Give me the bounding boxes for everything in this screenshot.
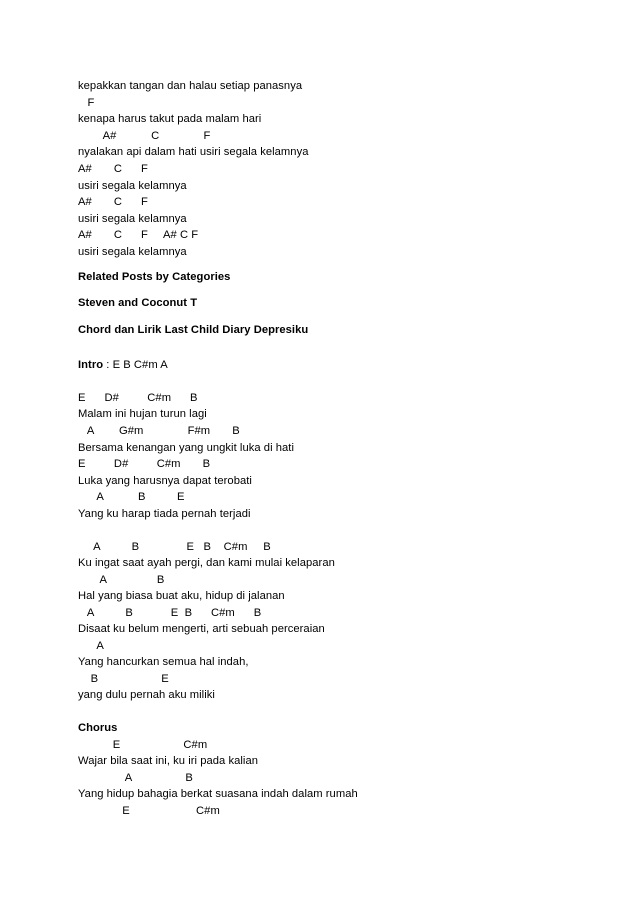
line-text: A# C F	[78, 196, 148, 208]
text-line	[78, 112, 261, 126]
line-text: A B	[78, 772, 193, 784]
text-line	[78, 228, 198, 242]
line-text: A B E B C#m B	[78, 607, 262, 619]
line-text: Chorus	[78, 722, 118, 734]
heading-line	[78, 323, 308, 337]
text-line	[78, 391, 198, 405]
line-text: Intro	[78, 359, 104, 371]
line-text: Bersama kenangan yang ungkit luka di hati	[78, 442, 294, 454]
line-text: Disaat ku belum mengerti, arti sebuah perceraian	[78, 623, 325, 635]
line-text: nyalakan api dalam hati usiri segala kelamnya	[78, 146, 309, 158]
text-line	[78, 457, 210, 471]
text-line	[78, 441, 294, 455]
line-text: B E	[78, 673, 169, 685]
heading-line	[78, 358, 168, 372]
line-text: kepakkan tangan dan halau setiap panasnya	[78, 80, 303, 92]
text-line	[78, 804, 220, 818]
text-line	[78, 195, 148, 209]
line-text: A	[78, 640, 104, 652]
line-text: E D# C#m B	[78, 458, 211, 470]
text-line	[78, 688, 215, 702]
text-line	[78, 129, 210, 143]
line-text: Yang hancurkan semua hal indah,	[78, 656, 249, 668]
text-line	[78, 490, 185, 504]
heading-line	[78, 270, 230, 284]
text-line	[78, 738, 207, 752]
text-line	[78, 424, 240, 438]
line-text: Chord dan Lirik Last Child Diary Depresiku	[78, 324, 309, 336]
line-text: usiri segala kelamnya	[78, 213, 187, 225]
text-line	[78, 245, 187, 259]
line-text: usiri segala kelamnya	[78, 180, 187, 192]
text-line	[78, 556, 335, 570]
line-text: A# C F	[78, 130, 211, 142]
text-line	[78, 540, 271, 554]
line-text: A B E	[78, 491, 185, 503]
heading-line	[78, 296, 197, 310]
text-line	[78, 474, 252, 488]
line-text: A# C F	[78, 163, 148, 175]
text-line	[78, 162, 148, 176]
text-line	[78, 672, 169, 686]
text-line	[78, 754, 258, 768]
line-text: Ku ingat saat ayah pergi, dan kami mulai kelaparan	[78, 557, 335, 569]
text-line	[78, 507, 251, 521]
line-text: Yang ku harap tiada pernah terjadi	[78, 508, 251, 520]
line-text: E C#m	[78, 739, 208, 751]
line-text: F	[78, 97, 95, 109]
text-line	[78, 407, 207, 421]
line-text: usiri segala kelamnya	[78, 246, 187, 258]
line-text: Hal yang biasa buat aku, hidup di jalanan	[78, 590, 285, 602]
text-line	[78, 573, 164, 587]
text-line	[78, 655, 249, 669]
text-line	[78, 639, 104, 653]
line-text: Luka yang harusnya dapat terobati	[78, 475, 252, 487]
line-text: A B	[78, 574, 165, 586]
text-line	[78, 212, 187, 226]
line-text: E D# C#m B	[78, 392, 198, 404]
text-line	[78, 589, 285, 603]
line-suffix: : E B C#m A	[103, 359, 168, 371]
text-line	[78, 606, 261, 620]
line-text: E C#m	[78, 805, 220, 817]
heading-line	[78, 721, 117, 735]
line-text: Wajar bila saat ini, ku iri pada kalian	[78, 755, 258, 767]
text-line	[78, 622, 325, 636]
line-text: A# C F A# C F	[78, 229, 199, 241]
line-text: A B E B C#m B	[78, 541, 271, 553]
line-text: Related Posts by Categories	[78, 271, 231, 283]
text-line	[78, 771, 193, 785]
text-line	[78, 787, 358, 801]
line-text: yang dulu pernah aku miliki	[78, 689, 215, 701]
text-line	[78, 96, 94, 110]
line-text: Malam ini hujan turun lagi	[78, 408, 207, 420]
text-line	[78, 79, 302, 93]
line-text: kenapa harus takut pada malam hari	[78, 113, 262, 125]
line-text: Steven and Coconut T	[78, 297, 198, 309]
text-line	[78, 145, 308, 159]
line-text: A G#m F#m B	[78, 425, 240, 437]
text-line	[78, 179, 187, 193]
line-text: Yang hidup bahagia berkat suasana indah dalam rumah	[78, 788, 358, 800]
